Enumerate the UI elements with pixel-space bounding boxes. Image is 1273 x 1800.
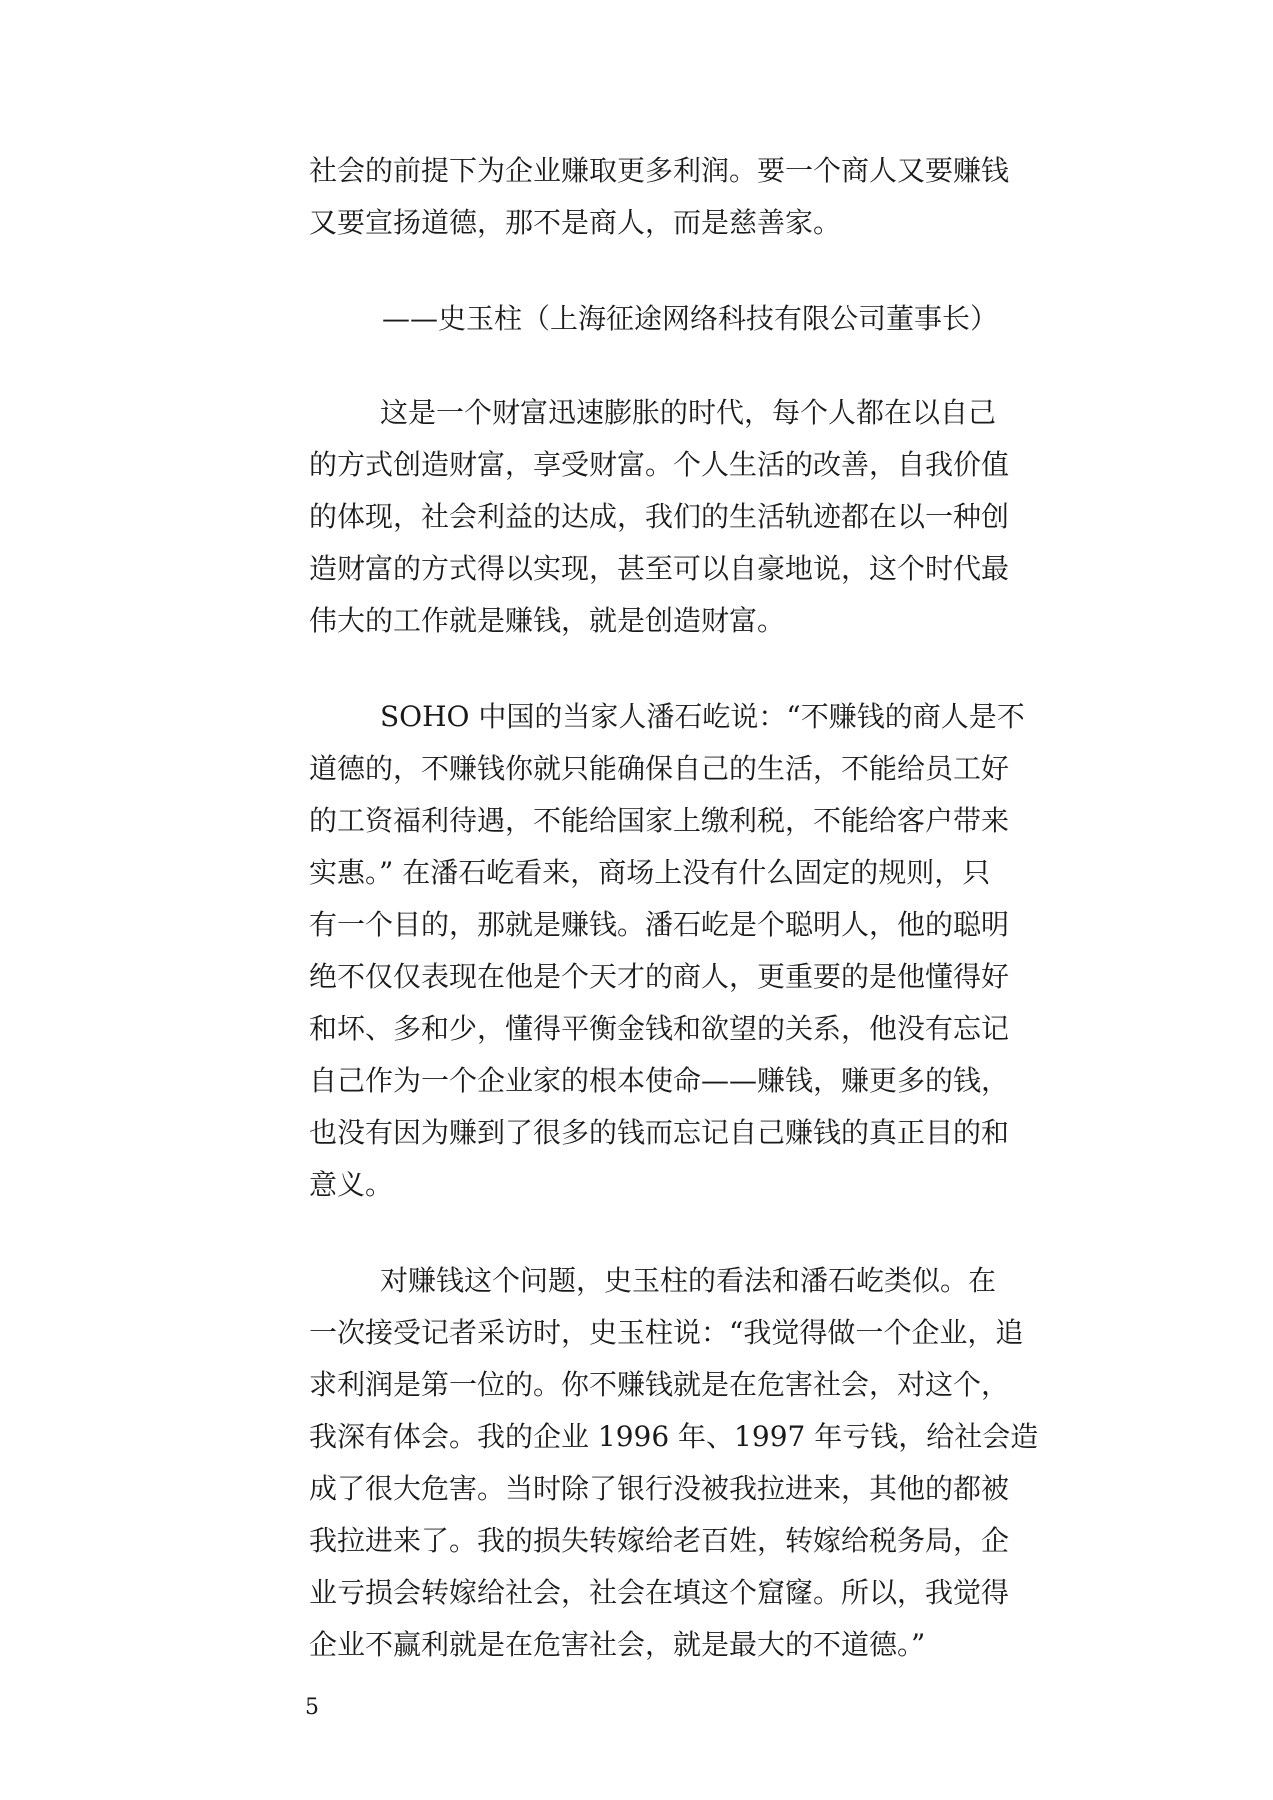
paragraph-4-line-2: 一次接受记者采访时，史玉柱说：“我觉得做一个企业，追 — [309, 1316, 1024, 1349]
paragraph-3-line-6: 绝不仅仅表现在他是个天才的商人，更重要的是他懂得好 — [309, 960, 1010, 993]
paragraph-2-line-3: 的体现，社会利益的达成，我们的生活轨迹都在以一种创 — [309, 500, 1010, 533]
paragraph-4-line-7: 业亏损会转嫁给社会，社会在填这个窟窿。所以，我觉得 — [309, 1576, 1010, 1609]
paragraph-4-line-8: 企业不赢利就是在危害社会，就是最大的不道德。” — [309, 1628, 926, 1661]
paragraph-4-line-6: 我拉进来了。我的损失转嫁给老百姓，转嫁给税务局，企 — [309, 1524, 1010, 1557]
paragraph-4-line-5: 成了很大危害。当时除了银行没被我拉进来，其他的都被 — [309, 1472, 1010, 1505]
paragraph-3-line-3: 的工资福利待遇，不能给国家上缴利税，不能给客户带来 — [309, 804, 1010, 837]
paragraph-2-line-2: 的方式创造财富，享受财富。个人生活的改善，自我价值 — [309, 448, 1010, 481]
paragraph-1-line-1: 社会的前提下为企业赚取更多利润。要一个商人又要赚钱 — [309, 154, 1010, 187]
paragraph-1-line-2: 又要宣扬道德，那不是商人，而是慈善家。 — [309, 206, 842, 239]
paragraph-3-line-8: 自己作为一个企业家的根本使命——赚钱，赚更多的钱， — [309, 1064, 1010, 1097]
paragraph-4-line-1: 对赚钱这个问题，史玉柱的看法和潘石屹类似。在 — [380, 1264, 997, 1297]
quote-attribution: ——史玉柱（上海征途网络科技有限公司董事长） — [382, 302, 999, 335]
paragraph-2-line-1: 这是一个财富迅速膨胀的时代，每个人都在以自己 — [380, 396, 997, 429]
paragraph-4-line-4: 我深有体会。我的企业 1996 年、1997 年亏钱，给社会造 — [309, 1420, 1039, 1453]
paragraph-3-line-1: SOHO 中国的当家人潘石屹说：“不赚钱的商人是不 — [380, 700, 1025, 733]
paragraph-3-line-9: 也没有因为赚到了很多的钱而忘记自己赚钱的真正目的和 — [309, 1116, 1010, 1149]
paragraph-2-line-5: 伟大的工作就是赚钱，就是创造财富。 — [309, 604, 786, 637]
paragraph-2-line-4: 造财富的方式得以实现，甚至可以自豪地说，这个时代最 — [309, 552, 1010, 585]
page-number: 5 — [305, 1695, 319, 1720]
paragraph-3-line-10: 意义。 — [309, 1168, 394, 1201]
paragraph-3-line-7: 和坏、多和少，懂得平衡金钱和欲望的关系，他没有忘记 — [309, 1012, 1010, 1045]
paragraph-3-line-5: 有一个目的，那就是赚钱。潘石屹是个聪明人，他的聪明 — [309, 908, 1010, 941]
paragraph-3-line-2: 道德的，不赚钱你就只能确保自己的生活，不能给员工好 — [309, 752, 1010, 785]
paragraph-3-line-4: 实惠。” 在潘石屹看来，商场上没有什么固定的规则，只 — [309, 856, 991, 889]
paragraph-4-line-3: 求利润是第一位的。你不赚钱就是在危害社会，对这个， — [309, 1368, 1010, 1401]
